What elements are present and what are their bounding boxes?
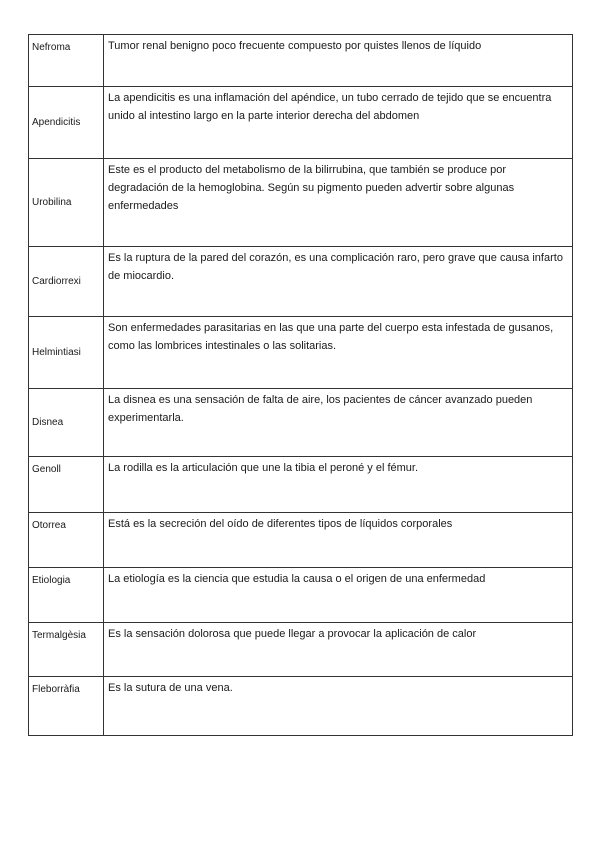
table-row [29,513,573,568]
term-cell: Helmintiasi [29,317,104,389]
definition-cell: Es la ruptura de la pared del corazón, es una complicación raro, pero grave que causa infarto de miocardio. [104,247,573,317]
definition-cell: La disnea es una sensación de falta de aire, los pacientes de cáncer avanzado pueden experimentarla. [104,389,573,457]
glossary-table [28,34,573,736]
term-cell: Cardiorrexi [29,247,104,317]
term-cell: Urobilina [29,159,104,247]
term-cell: Disnea [29,389,104,457]
table-row [29,457,573,513]
table-row [29,35,573,87]
term-cell: Etiologia [29,568,104,623]
definition-cell: Este es el producto del metabolismo de la bilirrubina, que también se produce por degradación de la hemoglobina. Según su pigmento pueden advertir sobre algunas enfermedades [104,159,573,247]
term-cell: Nefroma [29,35,104,87]
definition-cell: Son enfermedades parasitarias en las que una parte del cuerpo esta infestada de gusanos, como las lombrices intestinales o las solitarias. [104,317,573,389]
term-cell: Otorrea [29,513,104,568]
definition-cell: Es la sutura de una vena. [104,677,573,736]
term-cell: Termalgèsia [29,623,104,677]
table-row [29,568,573,623]
definition-cell: La etiología es la ciencia que estudia la causa o el origen de una enfermedad [104,568,573,623]
definition-cell: La rodilla es la articulación que une la tibia el peroné y el fémur. [104,457,573,513]
table-row [29,317,573,389]
definition-cell: Está es la secreción del oído de diferentes tipos de líquidos corporales [104,513,573,568]
term-cell: Genoll [29,457,104,513]
table-row [29,247,573,317]
table-row [29,87,573,159]
table-row [29,389,573,457]
table-row [29,677,573,736]
table-row [29,623,573,677]
term-cell: Apendicitis [29,87,104,159]
definition-cell: Tumor renal benigno poco frecuente compuesto por quistes llenos de líquido [104,35,573,87]
definition-cell: La apendicitis es una inflamación del apéndice, un tubo cerrado de tejido que se encuentra unido al intestino largo en la parte interior derecha del abdomen [104,87,573,159]
definition-cell: Es la sensación dolorosa que puede llegar a provocar la aplicación de calor [104,623,573,677]
table-row [29,159,573,247]
term-cell: Fleborràfia [29,677,104,736]
